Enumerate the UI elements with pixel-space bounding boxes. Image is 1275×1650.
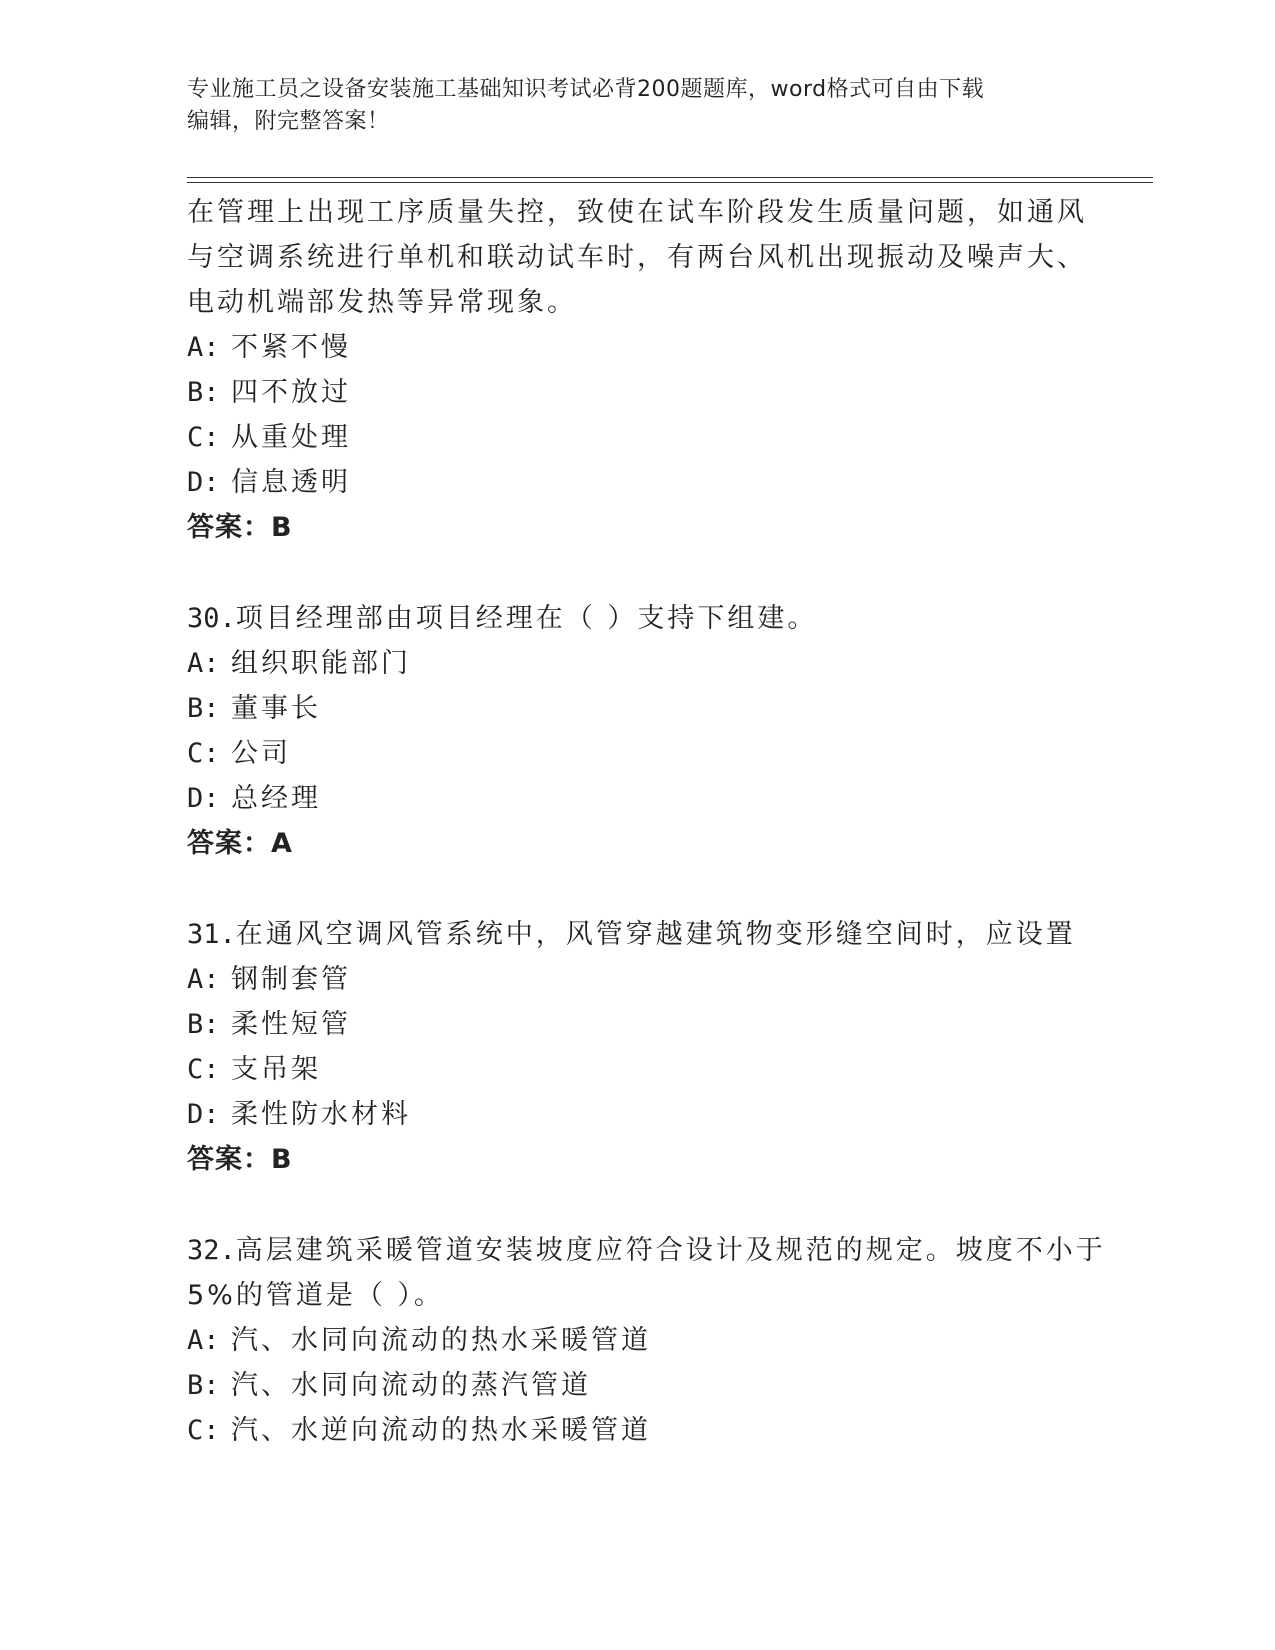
option-text: 董事长: [231, 693, 321, 724]
option-d: [187, 460, 1087, 505]
option-text: 公司: [231, 738, 291, 769]
option-text: 信息透明: [231, 467, 351, 498]
document-header: [187, 74, 1067, 138]
option-text: 四不放过: [231, 377, 351, 408]
option-text: 总经理: [231, 783, 321, 814]
question-spacer: [187, 866, 1087, 912]
question-number: 32.: [187, 1235, 236, 1266]
option-c: [187, 731, 1087, 776]
option-text: 柔性防水材料: [231, 1099, 411, 1130]
question-stem-line: 5%的管道是（ ）。: [187, 1280, 444, 1311]
option-letter: B:: [187, 377, 220, 408]
question-stem-line: [187, 1228, 1106, 1273]
option-letter: C:: [187, 1054, 220, 1085]
question-spacer: [187, 550, 1087, 596]
option-text: 柔性短管: [231, 1009, 351, 1040]
answer-label: 答案：B: [187, 512, 293, 543]
option-text: 汽、水同向流动的蒸汽管道: [231, 1370, 591, 1401]
option-a: [187, 957, 1087, 1002]
option-letter: A:: [187, 332, 220, 363]
option-letter: D:: [187, 1099, 220, 1130]
option-text: 支吊架: [231, 1054, 321, 1085]
question-block-continued: [187, 190, 1087, 550]
option-letter: A:: [187, 1325, 220, 1356]
header-divider-bottom: [187, 182, 1153, 183]
option-text: 钢制套管: [231, 964, 351, 995]
option-c: [187, 1408, 1087, 1453]
option-letter: D:: [187, 467, 220, 498]
option-text: 从重处理: [231, 422, 351, 453]
question-stem-line: [187, 596, 1087, 641]
option-b: [187, 1363, 1087, 1408]
question-stem-line: 与空调系统进行单机和联动试车时，有两台风机出现振动及噪声大、: [187, 242, 1087, 273]
option-a: [187, 325, 1087, 370]
option-c: [187, 1047, 1087, 1092]
option-letter: C:: [187, 738, 220, 769]
question-stem-line: 在管理上出现工序质量失控，致使在试车阶段发生质量问题，如通风: [187, 197, 1087, 228]
question-stem-line: [187, 912, 1087, 957]
answer-label: 答案：B: [187, 1144, 293, 1175]
option-b: [187, 370, 1087, 415]
option-text: 不紧不慢: [231, 332, 351, 363]
option-b: [187, 686, 1087, 731]
option-d: [187, 1092, 1087, 1137]
question-block-32: [187, 1228, 1106, 1453]
option-d: [187, 776, 1087, 821]
question-number: 30.: [187, 603, 236, 634]
question-block-30: [187, 596, 1087, 866]
option-a: [187, 1318, 1087, 1363]
option-letter: A:: [187, 648, 220, 679]
option-text: 汽、水逆向流动的热水采暖管道: [231, 1415, 651, 1446]
header-title-line-1: 专业施工员之设备安装施工基础知识考试必背200题题库，word格式可自由下载: [187, 77, 985, 102]
question-stem-line: 电动机端部发热等异常现象。: [187, 287, 577, 318]
option-letter: A:: [187, 964, 220, 995]
question-stem-text: 在通风空调风管系统中，风管穿越建筑物变形缝空间时，应设置: [235, 919, 1076, 950]
question-content: [187, 190, 1106, 1453]
header-title-line-2: 编辑，附完整答案！: [187, 109, 390, 134]
option-text: 组织职能部门: [231, 648, 411, 679]
header-divider-top: [187, 177, 1153, 178]
option-text: 汽、水同向流动的热水采暖管道: [231, 1325, 651, 1356]
answer-label: 答案：A: [187, 828, 293, 859]
question-block-31: [187, 912, 1087, 1182]
question-spacer: [187, 1182, 1087, 1228]
question-stem-text: 项目经理部由项目经理在（ ）支持下组建。: [235, 603, 818, 634]
option-letter: C:: [187, 422, 220, 453]
question-number: 31.: [187, 919, 236, 950]
option-c: [187, 415, 1087, 460]
option-letter: B:: [187, 1370, 220, 1401]
option-b: [187, 1002, 1087, 1047]
question-stem-text: 高层建筑采暖管道安装坡度应符合设计及规范的规定。坡度不小于: [235, 1235, 1106, 1266]
option-letter: B:: [187, 693, 220, 724]
option-letter: B:: [187, 1009, 220, 1040]
option-letter: D:: [187, 783, 220, 814]
option-letter: C:: [187, 1415, 220, 1446]
option-a: [187, 641, 1087, 686]
